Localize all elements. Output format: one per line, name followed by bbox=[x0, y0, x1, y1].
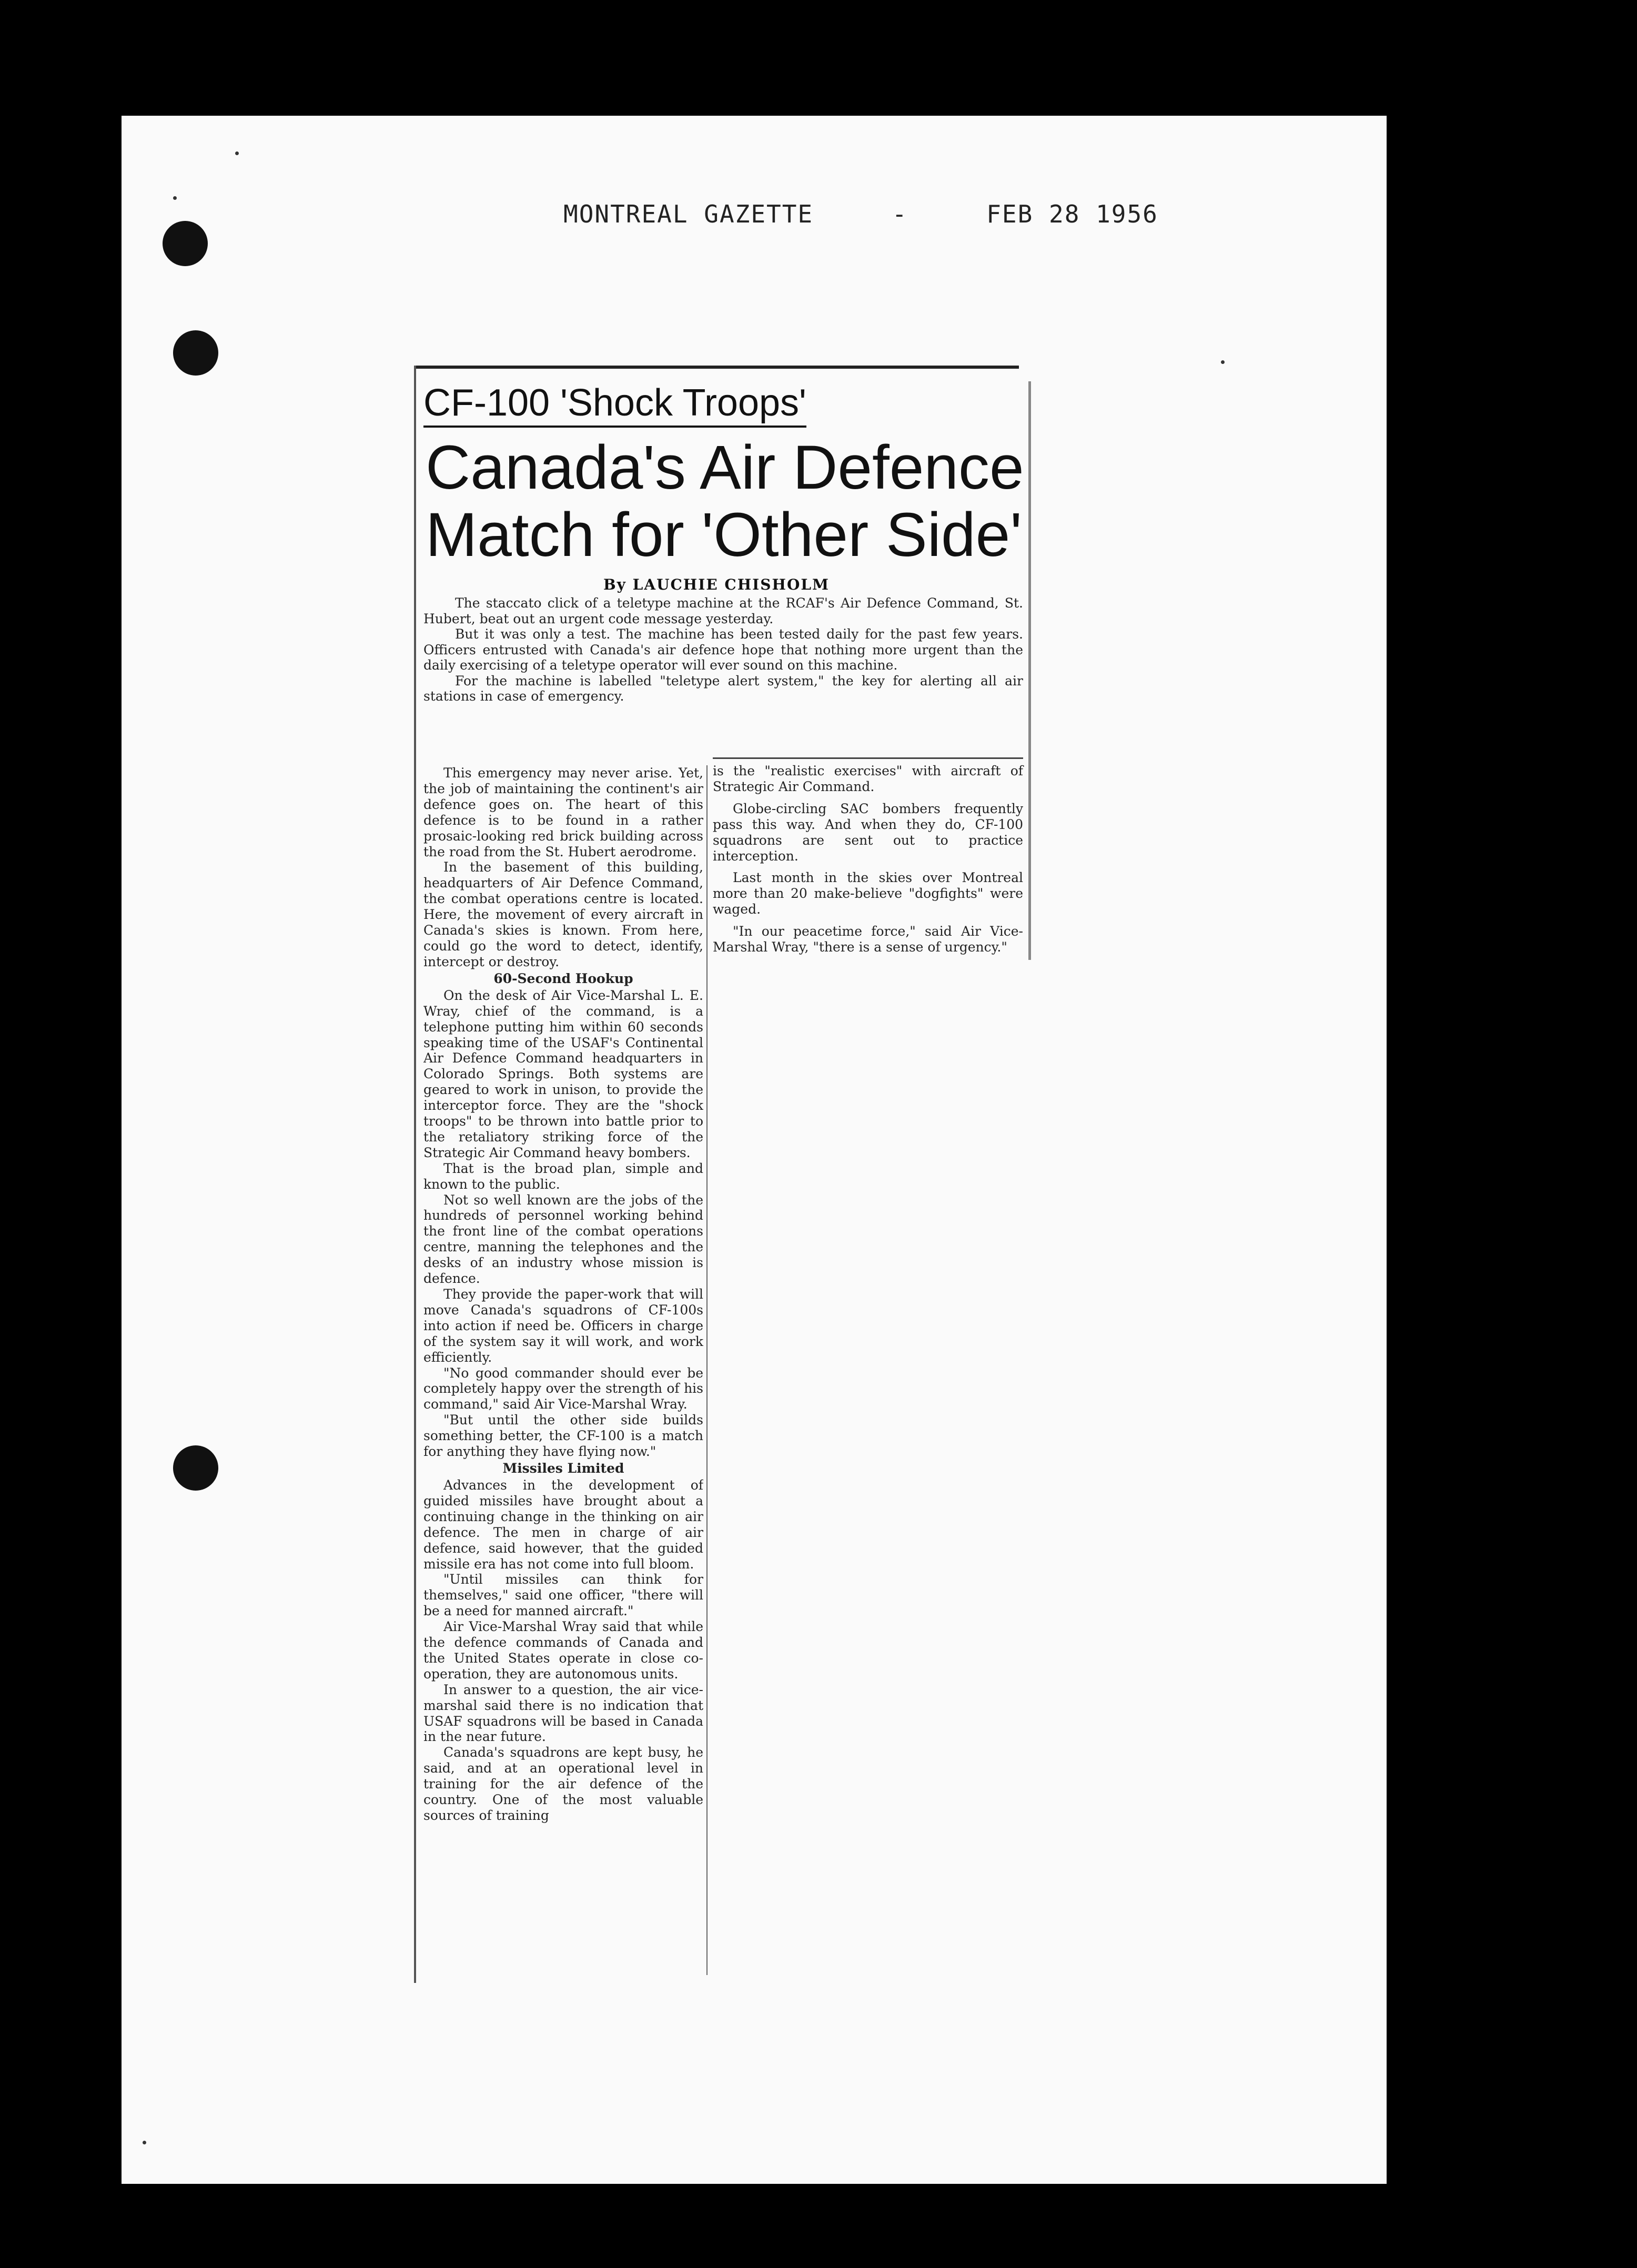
publication-date: FEB 28 1956 bbox=[986, 200, 1158, 228]
binder-hole-1 bbox=[163, 221, 208, 266]
speck bbox=[173, 196, 177, 200]
paragraph: They provide the paper-work that will move Canada's squadrons of CF-100s into action if need be. Officers in charge of the system say it will work, and work efficiently. bbox=[423, 1287, 703, 1365]
publication-name: MONTREAL GAZETTE bbox=[563, 200, 814, 228]
paragraph: In answer to a question, the air vice-marshal said there is no indication that USAF squadrons will be based in Canada in the near future. bbox=[423, 1682, 703, 1745]
speck bbox=[235, 151, 239, 155]
right-rule bbox=[1028, 381, 1031, 960]
paragraph: Canada's squadrons are kept busy, he said, and at an operational level in training for the air defence of the country. One of the most valuable sources of training bbox=[423, 1745, 703, 1823]
headline-line-1: Canada's Air Defence bbox=[426, 433, 1024, 502]
article-headline bbox=[426, 434, 1025, 569]
paragraph: Advances in the development of guided missiles have brought about a continuing change in the thinking on air defence. The men in charge of air defence, said however, that the guided missile era has not come into full bloom. bbox=[423, 1477, 703, 1572]
paragraph: "Until missiles can think for themselves," said one officer, "there will be a need for manned aircraft." bbox=[423, 1572, 703, 1619]
newspaper-clipping bbox=[414, 366, 1035, 1983]
clipping-sheet bbox=[122, 116, 1387, 2184]
paragraph: "In our peacetime force," said Air Vice-Marshal Wray, "there is a sense of urgency." bbox=[713, 924, 1023, 955]
column-1 bbox=[423, 765, 703, 1975]
header-separator: - bbox=[892, 200, 908, 228]
paragraph: But it was only a test. The machine has been tested daily for the past few years. Officers entrusted with Canada's air defence hope that nothing more urgent than the daily exercising of a teletype operator will ever sound on this machine. bbox=[423, 626, 1023, 673]
paragraph: This emergency may never arise. Yet, the job of maintaining the continent's air defence goes on. The heart of this defence is to be found in a rather prosaic-looking red brick building across the road from the St. Hubert aerodrome. bbox=[423, 765, 703, 859]
column-2 bbox=[713, 757, 1023, 955]
speck bbox=[1221, 360, 1225, 364]
subhead-60-second-hookup: 60-Second Hookup bbox=[493, 970, 633, 986]
paragraph: Air Vice-Marshal Wray said that while the defence commands of Canada and the United States operate in close co-operation, they are autonomous units. bbox=[423, 1619, 703, 1682]
paragraph: is the "realistic exercises" with aircraft of Strategic Air Command. bbox=[713, 763, 1023, 794]
paragraph: "No good commander should ever be completely happy over the strength of his command," said Air Vice-Marshal Wray. bbox=[423, 1365, 703, 1412]
article-byline: By LAUCHIE CHISHOLM bbox=[603, 576, 830, 593]
paragraph: Globe-circling SAC bombers frequently pass this way. And when they do, CF-100 squadrons are sent out to practice interception. bbox=[713, 801, 1023, 864]
binder-hole-2 bbox=[173, 330, 218, 376]
binder-hole-3 bbox=[173, 1445, 218, 1491]
subhead-missiles-limited: Missiles Limited bbox=[502, 1460, 624, 1476]
paragraph: For the machine is labelled "teletype alert system," the key for alerting all air stations in case of emergency. bbox=[423, 673, 1023, 704]
lead-paragraphs bbox=[423, 595, 1023, 704]
paragraph: That is the broad plan, simple and known to the public. bbox=[423, 1160, 703, 1192]
paragraph: Last month in the skies over Montreal more than 20 make-believe "dogfights" were waged. bbox=[713, 870, 1023, 917]
paragraph: On the desk of Air Vice-Marshal L. E. Wray, chief of the command, is a telephone putting him within 60 seconds speaking time of the USAF's Continental Air Defence Command headquarters in Colorado Springs. Both systems are geared to work in unison, to provide the interceptor force. They are the "shock troops" to be thrown into battle prior to the retaliatory striking force of the Strategic Air Command heavy bombers. bbox=[423, 987, 703, 1160]
speck bbox=[143, 2141, 146, 2144]
headline-line-2: Match for 'Other Side' bbox=[426, 500, 1022, 570]
paragraph: Not so well known are the jobs of the hundreds of personnel working behind the front line of the combat operations centre, manning the telephones and the desks of an industry whose mission is defence. bbox=[423, 1192, 703, 1287]
paragraph: The staccato click of a teletype machine at the RCAF's Air Defence Command, St. Hubert, beat out an urgent code message yesterday. bbox=[423, 595, 1023, 626]
paragraph: In the basement of this building, headquarters of Air Defence Command, the combat operations centre is located. Here, the movement of every aircraft in Canada's skies is known. From here, could go the word to detect, identify, intercept or destroy. bbox=[423, 859, 703, 969]
paragraph: "But until the other side builds something better, the CF-100 is a match for anything they have flying now." bbox=[423, 1412, 703, 1460]
column-rule bbox=[706, 765, 708, 1975]
left-rule bbox=[414, 366, 416, 1983]
clipping-header bbox=[563, 200, 1345, 228]
top-rule bbox=[414, 366, 1019, 369]
article-kicker: CF-100 'Shock Troops' bbox=[423, 381, 806, 428]
